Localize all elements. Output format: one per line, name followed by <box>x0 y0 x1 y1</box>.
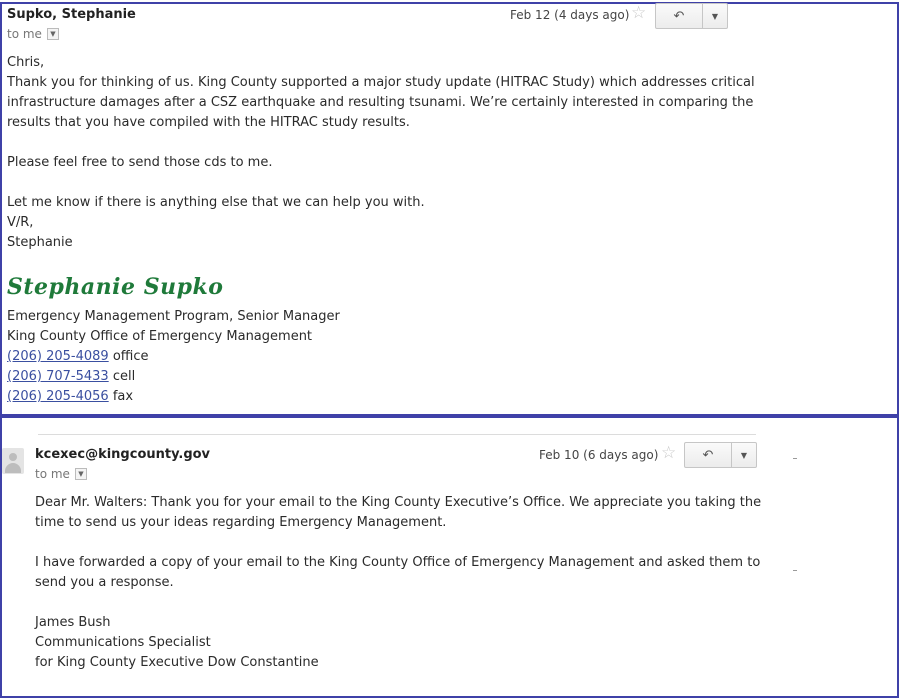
recipient-line[interactable] <box>7 27 59 41</box>
star-icon[interactable]: ☆ <box>661 443 677 463</box>
body-line: send you a response. <box>35 575 174 590</box>
recipient-details-icon[interactable]: ▼ <box>47 28 59 40</box>
phone-link-office[interactable]: (206) 205-4089 <box>7 349 109 364</box>
more-options-button[interactable] <box>703 3 728 29</box>
message-divider <box>38 434 756 435</box>
message-date: Feb 10 (6 days ago) <box>539 448 659 462</box>
body-line: Thank you for thinking of us. King County supported a major study update (HITRAC Study) which addresses critical <box>7 75 755 90</box>
default-avatar-icon <box>2 448 24 474</box>
phone-label: office <box>112 349 149 364</box>
reply-arrow-icon: ↶ <box>673 8 685 24</box>
message-body <box>35 493 795 673</box>
phone-row <box>7 367 607 387</box>
reply-button[interactable] <box>684 442 732 468</box>
dropdown-caret-icon: ▼ <box>740 450 748 460</box>
phone-link-cell[interactable]: (206) 707-5433 <box>7 369 109 384</box>
sender-name[interactable]: Supko, Stephanie <box>7 7 136 22</box>
signature-graphic: Stephanie Supko <box>7 274 224 300</box>
body-line: Chris, <box>7 55 45 70</box>
signature-block <box>7 307 607 407</box>
phone-label: cell <box>112 369 136 384</box>
reply-arrow-icon: ↶ <box>702 447 714 463</box>
star-icon[interactable]: ☆ <box>631 3 647 23</box>
recipient-line[interactable] <box>35 467 87 481</box>
phone-link-fax[interactable]: (206) 205-4056 <box>7 389 109 404</box>
reply-button-group <box>684 442 757 468</box>
margin-mark <box>793 458 797 459</box>
recipient-label: to me <box>7 27 42 41</box>
body-line: Stephanie <box>7 235 73 250</box>
recipient-details-icon[interactable]: ▼ <box>75 468 87 480</box>
body-line: V/R, <box>7 215 34 230</box>
phone-row <box>7 387 607 407</box>
recipient-label: to me <box>35 467 70 481</box>
reply-button[interactable] <box>655 3 703 29</box>
body-line: infrastructure damages after a CSZ earthquake and resulting tsunami. We’re certainly interested in comparing the <box>7 95 754 110</box>
body-line: results that you have compiled with the HITRAC study results. <box>7 115 410 130</box>
phone-label: fax <box>112 389 134 404</box>
signature-title: Emergency Management Program, Senior Manager <box>7 309 340 324</box>
body-line: I have forwarded a copy of your email to the King County Office of Emergency Management and asked them to <box>35 555 761 570</box>
body-line: Please feel free to send those cds to me. <box>7 155 273 170</box>
dropdown-caret-icon: ▼ <box>711 11 719 21</box>
more-options-button[interactable] <box>732 442 757 468</box>
body-line: for King County Executive Dow Constantine <box>35 655 319 670</box>
phone-row <box>7 347 607 367</box>
body-line: Let me know if there is anything else that we can help you with. <box>7 195 425 210</box>
message-body <box>7 53 887 253</box>
signature-org: King County Office of Emergency Management <box>7 329 313 344</box>
body-line: Dear Mr. Walters: Thank you for your email to the King County Executive’s Office. We appreciate you taking the <box>35 495 762 510</box>
sender-name[interactable]: kcexec@kingcounty.gov <box>35 447 211 462</box>
body-line: time to send us your ideas regarding Emergency Management. <box>35 515 447 530</box>
body-line: Communications Specialist <box>35 635 211 650</box>
reply-button-group <box>655 3 728 29</box>
message-date: Feb 12 (4 days ago) <box>510 8 630 22</box>
body-line: James Bush <box>35 615 111 630</box>
